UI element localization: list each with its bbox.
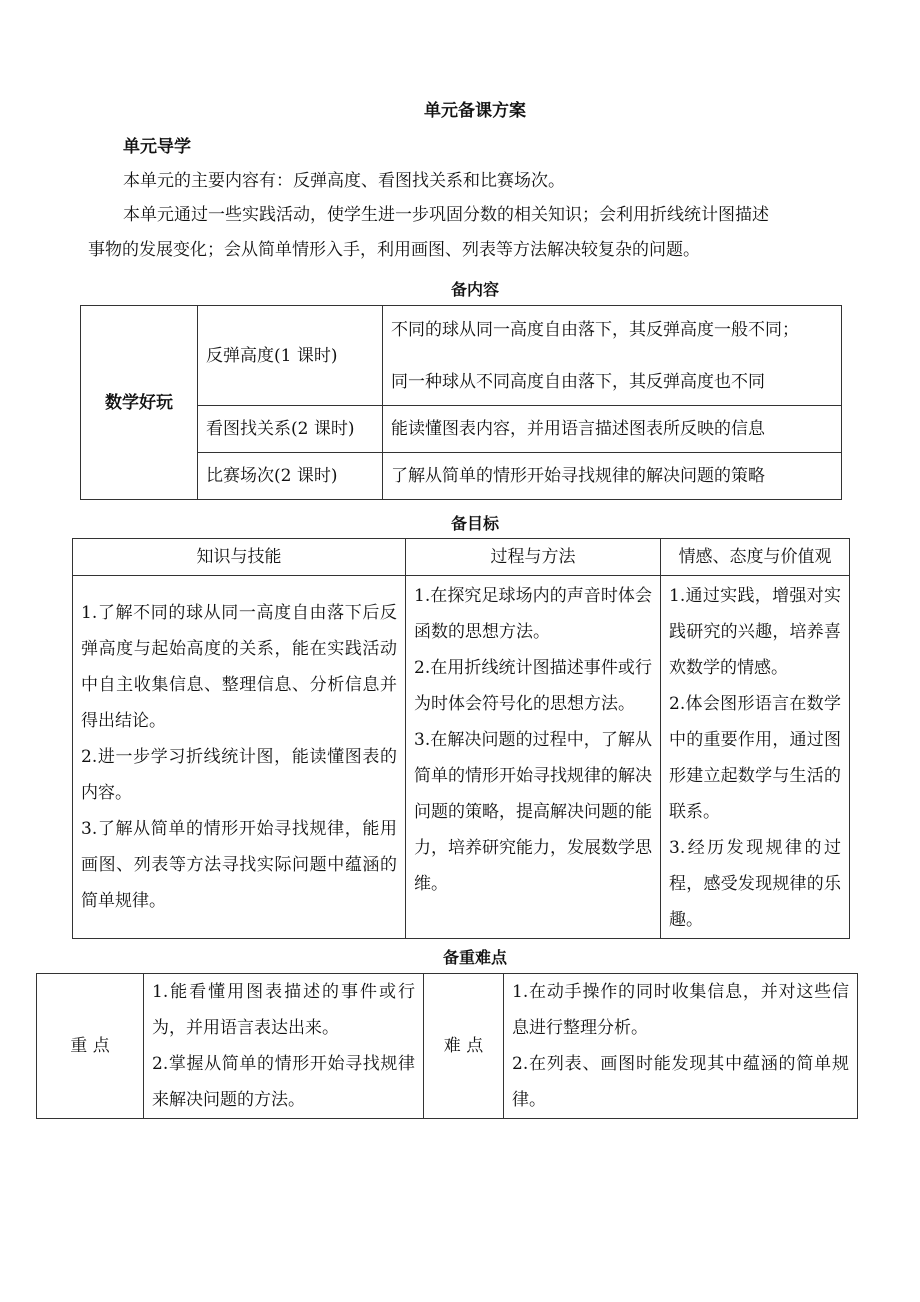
key-points-heading: 备重难点 — [442, 948, 507, 967]
process-methods-cell — [406, 576, 661, 939]
key-points-cell — [144, 974, 424, 1119]
difficulty-item: 1.在动手操作的同时收集信息，并对这些信息进行整理分析。 — [512, 982, 849, 1038]
goal-item: 2.在用折线统计图描述事件或行为时体会符号化的思想方法。 — [414, 658, 652, 714]
description-line: 同一种球从不同高度自由落下，其反弹高度也不同 — [391, 371, 765, 392]
goal-item: 1.了解不同的球从同一高度自由落下后反弹高度与起始高度的关系，能在实践活动中自主收集信息、整理信息、分析信息并得出结论。 — [81, 603, 397, 731]
goal-item: 3.在解决问题的过程中，了解从简单的情形开始寻找规律的解决问题的策略，提高解决问题的能力，培养研究能力，发展数学思维。 — [414, 730, 652, 894]
goal-item: 2.进一步学习折线统计图，能读懂图表的内容。 — [81, 747, 397, 803]
goals-header: 知识与技能 — [73, 539, 406, 576]
content-topic: 看图找关系(2 课时) — [198, 406, 383, 453]
goal-item: 3.经历发现规律的过程，感受发现规律的乐趣。 — [669, 838, 841, 930]
attitude-values-cell — [661, 576, 850, 939]
difficulties-label: 难 点 — [424, 974, 504, 1119]
document-title: 单元备课方案 — [424, 101, 526, 121]
guide-paragraph-2-line-2: 事物的发展变化；会从简单情形入手，利用画图、列表等方法解决较复杂的问题。 — [88, 240, 700, 260]
key-point-item: 1.能看懂用图表描述的事件或行为，并用语言表达出来。 — [152, 982, 415, 1038]
difficulties-cell — [504, 974, 858, 1119]
content-topic: 比赛场次(2 课时) — [198, 453, 383, 500]
goal-item: 3.了解从简单的情形开始寻找规律，能用画图、列表等方法寻找实际问题中蕴涵的简单规律。 — [81, 819, 397, 911]
goal-item: 1.在探究足球场内的声音时体会函数的思想方法。 — [414, 586, 652, 642]
goals-header: 过程与方法 — [406, 539, 661, 576]
content-topic: 反弹高度(1 课时) — [198, 306, 383, 406]
content-description: 了解从简单的情形开始寻找规律的解决问题的策略 — [383, 453, 842, 500]
guide-paragraph-2-line-1: 本单元通过一些实践活动，使学生进一步巩固分数的相关知识；会利用折线统计图描述 — [123, 205, 769, 225]
difficulty-item: 2.在列表、画图时能发现其中蕴涵的简单规律。 — [512, 1054, 849, 1110]
goal-item: 1.通过实践，增强对实践研究的兴趣，培养喜欢数学的情感。 — [669, 586, 841, 678]
goal-item: 2.体会图形语言在数学中的重要作用，通过图形建立起数学与生活的联系。 — [669, 694, 841, 822]
key-points-label: 重 点 — [37, 974, 144, 1119]
guide-paragraph-1: 本单元的主要内容有：反弹高度、看图找关系和比赛场次。 — [123, 171, 565, 191]
goals-header: 情感、态度与价值观 — [661, 539, 850, 576]
goals-table — [72, 538, 850, 939]
key-points-table — [36, 973, 858, 1119]
unit-guide-heading: 单元导学 — [123, 137, 191, 157]
description-line: 不同的球从同一高度自由落下，其反弹高度一般不同； — [391, 319, 799, 340]
knowledge-skills-cell — [73, 576, 406, 939]
content-description — [383, 306, 842, 406]
goals-heading: 备目标 — [450, 514, 499, 533]
key-point-item: 2.掌握从简单的情形开始寻找规律来解决问题的方法。 — [152, 1054, 415, 1110]
content-table — [80, 305, 842, 500]
content-group: 数学好玩 — [81, 306, 198, 500]
content-heading: 备内容 — [450, 280, 499, 299]
content-description: 能读懂图表内容，并用语言描述图表所反映的信息 — [383, 406, 842, 453]
